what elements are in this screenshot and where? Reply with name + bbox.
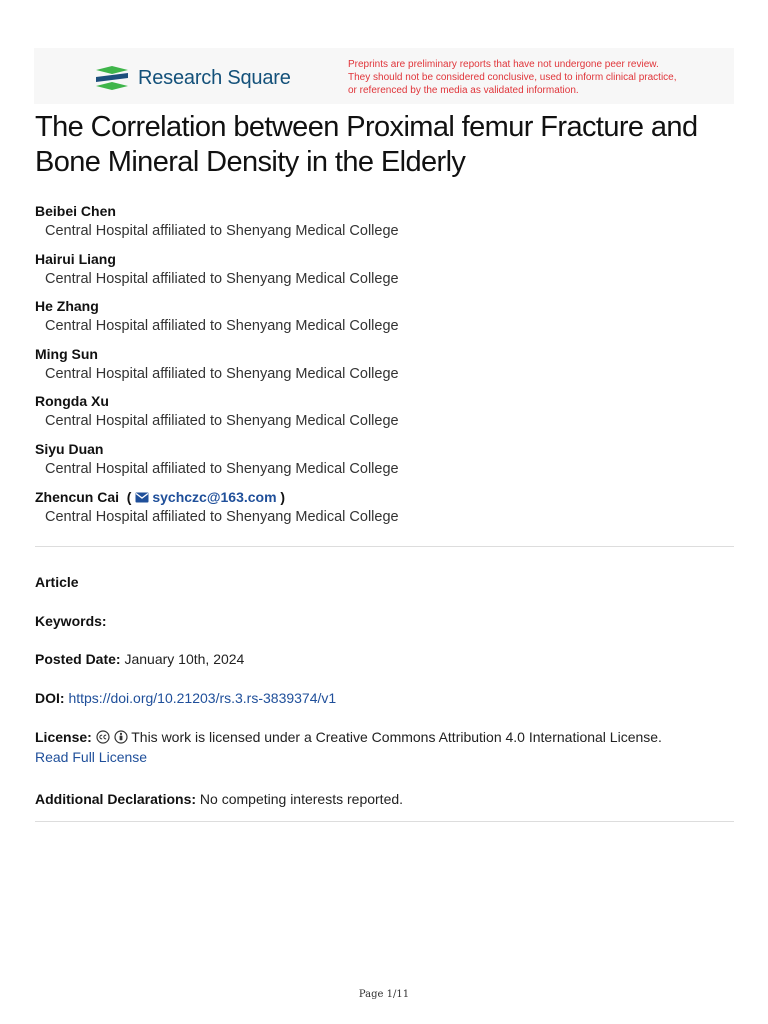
notice-line: Preprints are preliminary reports that have not undergone peer review. — [348, 59, 659, 70]
author-name: Ming Sun — [35, 345, 98, 362]
author-affiliation: Central Hospital affiliated to Shenyang Medical College — [45, 270, 399, 287]
author-affiliation: Central Hospital affiliated to Shenyang Medical College — [45, 223, 399, 239]
author-entry — [35, 392, 735, 440]
keywords-row — [35, 611, 735, 631]
doi-row — [35, 688, 735, 708]
envelope-icon — [135, 492, 149, 503]
author-entry — [35, 297, 735, 345]
doi-label: DOI: — [35, 690, 65, 706]
author-email-link[interactable]: sychczc@163.com — [152, 488, 277, 505]
declarations-row — [35, 789, 735, 809]
author-affiliation: Central Hospital affiliated to Shenyang Medical College — [45, 318, 399, 335]
author-name-with-email — [35, 488, 735, 507]
research-square-logo[interactable] — [94, 64, 291, 92]
paper-title: The Correlation between Proximal femur Fracture and Bone Mineral Density in the Elderly — [35, 111, 698, 178]
logo-mark-icon — [94, 64, 130, 92]
author-name: Hairui Liang — [35, 250, 116, 267]
doi-link[interactable]: https://doi.org/10.21203/rs.3.rs-3839374/v1 — [68, 690, 337, 706]
author-name: Siyu Duan — [35, 440, 104, 457]
author-affiliation: Central Hospital affiliated to Shenyang Medical College — [45, 508, 399, 525]
page-number: Page 1/11 — [358, 989, 410, 1000]
header-banner — [34, 48, 734, 104]
declarations-label: Additional Declarations: — [35, 791, 197, 807]
author-entry — [35, 345, 735, 393]
read-full-license-link[interactable]: Read Full License — [35, 749, 148, 765]
posted-date-value: January 10th, 2024 — [124, 651, 245, 667]
author-affiliation: Central Hospital affiliated to Shenyang Medical College — [45, 413, 399, 430]
author-entry — [35, 250, 735, 298]
paren-open: ( — [122, 488, 136, 505]
posted-date-label: Posted Date: — [35, 651, 121, 667]
divider — [35, 821, 734, 822]
author-affiliation: Central Hospital affiliated to Shenyang Medical College — [45, 365, 399, 382]
author-entry — [35, 202, 735, 250]
author-name: Zhencun Cai — [35, 488, 120, 505]
author-name: Rongda Xu — [35, 393, 109, 410]
author-name: He Zhang — [35, 298, 99, 315]
brand-name: Research Square — [138, 66, 291, 89]
attribution-icon — [114, 730, 128, 744]
license-label: License: — [35, 729, 92, 745]
notice-line: or referenced by the media as validated information. — [348, 85, 579, 96]
article-type-label: Article — [35, 574, 79, 590]
declarations-value: No competing interests reported. — [199, 791, 404, 807]
author-list — [35, 202, 735, 535]
license-row — [35, 727, 735, 767]
notice-line: They should not be considered conclusive, used to inform clinical practice, — [348, 72, 677, 83]
author-entry — [35, 488, 735, 536]
author-affiliation: Central Hospital affiliated to Shenyang Medical College — [45, 460, 399, 477]
posted-date-row — [35, 649, 735, 669]
creative-commons-icon — [96, 730, 110, 744]
preprint-notice — [348, 58, 728, 97]
keywords-label: Keywords: — [35, 613, 107, 629]
license-text: This work is licensed under a Creative Commons Attribution 4.0 International License. — [131, 729, 662, 745]
divider — [35, 546, 734, 547]
author-name: Beibei Chen — [35, 203, 116, 219]
paren-close: ) — [276, 488, 286, 505]
author-entry — [35, 440, 735, 488]
article-type — [35, 572, 735, 592]
